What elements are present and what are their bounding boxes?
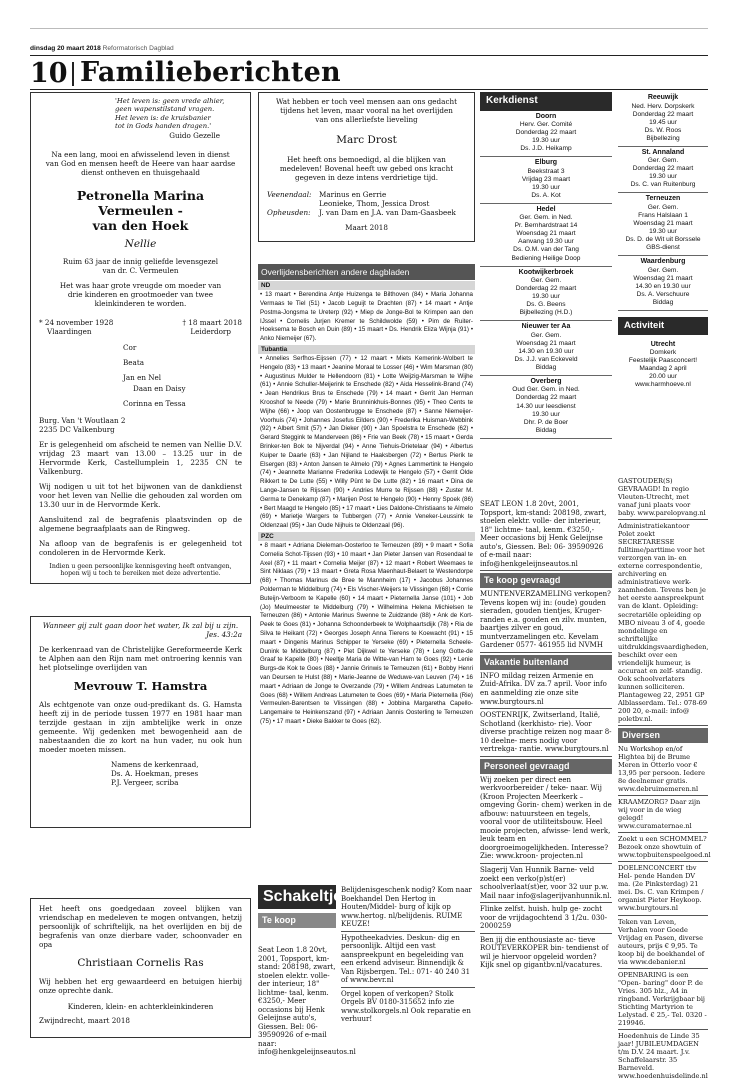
church-service-line: Woensdag 21 maart — [516, 230, 576, 238]
church-service-line: Frans Halslaan 1 — [638, 211, 688, 219]
deceased-name: Petronella Marina Vermeulen - van den Hoek — [76, 188, 205, 234]
intro: Het heeft ons goedgedaan zoveel blijken van vriendschap en medeleven te mogen ontvangen, hetzij persoonlijk of schriftelijk, na het overlijden en bij de begrafenis van onze dierbare vader, schoonvader en opa — [39, 904, 242, 949]
church-service-line: Ger. Gem. — [647, 203, 679, 211]
church-service-line: Oud Ger. Gem. in Ned. — [512, 386, 580, 394]
church-service-item — [480, 157, 612, 204]
dates: * 24 november 1928 Vlaardingen † 18 maart 2018 Leiderdorp — [39, 317, 242, 336]
church-service-place: Terneuzen — [645, 195, 681, 203]
ad-hamstra — [30, 616, 251, 828]
classified-personeel-4: Ben jij die enthousiaste ac- tieve ROUTEVERKOPER bin- tendienst of wil je hiervoor opgeleid worden? Kijk snel op gigantbv.nl/vacatures. — [480, 935, 609, 970]
quote-author: Guido Gezelle — [169, 131, 220, 141]
church-service-line: Ds. D. de Wit uit Borssele — [625, 236, 701, 243]
schakel-column — [341, 884, 475, 1040]
classified-personeel-1: Wij zoeken per direct een werkvoorbereider / teke- naar. Wij (Kroon Projecten Meerkerk – omgeving Gorin- chem) werken in de afbouw: natuursteen en tegels, vooral voor de utiliteitsbouw. Heel mooie projecten, afwisse- lend werk, leuk team en doorgroeimogelijkheden. Interesse? Zie: www.kroon- projecten.nl — [480, 774, 612, 864]
personeel-header: Personeel gevraagd — [480, 759, 612, 774]
top-rule — [30, 28, 708, 29]
intro: De kerkenraad van de Christelijke Gereformeerde Kerk te Alphen aan den Rijn nam met ontroering kennis van het plotselinge overlijden van — [39, 645, 242, 672]
church-service-line: 19.45 uur — [649, 118, 677, 126]
title-rule — [30, 89, 708, 90]
deceased-name: Marc Drost — [336, 134, 397, 146]
classified-personeel-2: Slagerij Van Hunnik Barne- veld zoekt een verko(p)st(er) schoolverlaat(st)er, voor 32 uur p.w. Mail naar info@slagerijvanhunnik.nl. — [480, 864, 612, 903]
church-service-item — [480, 267, 612, 322]
ad-ras — [30, 898, 251, 1038]
date: dinsdag 20 maart 2018 — [30, 45, 101, 52]
church-service-line: Ger. Gem. — [647, 157, 679, 165]
joy-text: Het was haar grote vreugde om moeder van drie kinderen en grootmoeder van twee kleinkinderen te worden. — [59, 280, 222, 308]
kerkdienst-title: Kerkdienst — [480, 92, 612, 111]
death-notices-other-papers — [258, 264, 475, 880]
church-service-line: Donderdag 22 maart — [515, 285, 577, 293]
church-service-line: Ger. Gem. — [530, 331, 562, 339]
church-service-line: GBS-dienst — [646, 244, 680, 252]
church-service-line: Ger. Gem. in Ned. — [519, 214, 573, 222]
church-service-place: Reeuwijk — [647, 94, 679, 101]
classifieds-right — [618, 475, 711, 1081]
footnote: Indien u geen persoonlijke kennisgeving heeft ontvangen, hopen wij u toch te bereiken met deze advertentie. — [49, 562, 232, 578]
ad-vermeulen — [30, 92, 251, 584]
classified-hypotheek: Hypotheekadvies. Deskun- dig en persoonlijk. Altijd een vast aanspreekpunt en begeleiding van een erkend adviseur. Binnendijk & Van Rijsbergen. Tel.: 071- 40 240 31 of www.bevr.nl — [341, 932, 475, 988]
vakantie-header: Vakantie buitenland — [480, 655, 612, 670]
quote: Wanneer gij zult gaan door het water, Ik zal bij u zijn. — [42, 621, 239, 630]
classified-diversen-4: DOELENCONCERT tbv Hel- pende Handen DV ma. (2e Pinksterdag) 21 mei. Ds. C. van Krimpen / organist Pieter Heykoop. www.burgtours.nl — [618, 862, 708, 915]
church-service-item — [618, 193, 708, 256]
classified-gastouder: GASTOUDER(S) GEVRAAGD! In regio Vleuten-Utrecht, met vanaf juni plaats voor baby. www.parelopvang.nl — [618, 475, 708, 520]
church-service-line: Vrijdag 23 maart — [521, 175, 571, 183]
body: Wij hebben het erg gewaardeerd en betuigen hierbij onze oprechte dank. — [39, 976, 242, 995]
activiteit-title: Activiteit — [618, 317, 708, 335]
place-date: Zwijndrecht, maart 2018 — [39, 1015, 130, 1025]
region-text: • 13 maart • Berendina Antje Huizenga te Bilthoven (84) • Maria Johanna Vermaas te Tiel (51) • Jacob Leguijt te Drachten (87) • 14 maart • Antje Postma-Jongsma te Ureterp (92) • Miep de Jonge-Bol te Krimpen aan den IJssel • Cornelis Jurjen Kremer te Schildwolde (59) • Pim de Ruiter-Hoeksema te Bosch en Duin (89) • 15 maart • Ds. Hendrik Eliza Wijnja (91) • Anko Niemeijer (67). — [260, 291, 473, 343]
quote: 'Het leven is: geen vrede alhier, geen wapenstilstand vragen. Het leven is: de kruisbanier tot in Gods handen dragen.' — [115, 97, 225, 130]
body: Als echtgenote van onze oud-predikant ds. G. Hamsta heeft zij in de periode tussen 1977 en 1981 haar man terzijde gestaan in zijn ambtelijke werk in onze gemeente. Wij gedenken met bewogenheid aan de nabestaanden die zo kort na hun vader, nu ook hun moeder moeten missen. — [39, 699, 242, 754]
classified-diversen-5: Teken van Leven, Verhalen voor Goede Vrijdag en Pasen, diverse auteurs, prijs € 9,95. Te koop bij de boekhandel of via www.debanier.nl — [618, 916, 708, 969]
page-divider — [72, 62, 74, 86]
church-service-line: Bijbellezing — [646, 134, 680, 142]
quote-ref: Jes. 43:2a — [206, 630, 242, 639]
page-number: 10 — [30, 58, 68, 89]
body-2: Wij nodigen u uit tot het bijwonen van de dankdienst voor het leven van Nellie die gehouden zal worden om 13.30 uur in de Hervormde Kerk. — [39, 481, 242, 509]
nickname: Nellie — [124, 238, 157, 251]
region-text: • 8 maart • Adriana Dieleman-Oosterloo te Terneuzen (89) • 9 maart • Sofia Cornelia Schot-Tijssen (93) • 10 maart • Jan Pieter Jansen van Rosendaal te Axel (87) • 11 maart • Cornelia Meijer (87) • 12 maart • Robert Weemaes te Sint Niklaas (79) • 13 maart • Greta Rosa Maenhaut-Belaert te Westendorpe (68) • Thomas Marinus de Bree te Mannheim (17) • Jacobus Johannes Polderman te Middelburg (74) • Els Vischer-Weijers te Vlissingen (68) • Corrie Buteijn-Verboom te Kapelle (60) • 14 maart • Pieternella Janse (101) • Job (Jo) Meulmeester te Middelburg (79) • Wilhelmina Helena Michielsen te Terneuzen (86) • Antonie Marinus Swenne te Zuidzande (88) • Ank de Kort-Peek te Goes (81) • Johanna Schoonderbeek te Wolphaartsdijk (78) • Ria de Silva te Heikant (72) • Georges Joseph Anna Tierens te Koewacht (91) • 15 maart • Dingenis Marinus Schipper te Yerseke (69) • Pieternella Scheele-Dunink te Middelburg (87) • Piet Dijkwel te Yerseke (78) • Leny Gotte-de Graaf te Kapelle (80) • Neeltje Maria de Witte-van Harn te Goes (92) • Lenie Burgs-de Kok te Goes (88) • Jannie Grinwis te Terneuzen (61) • Bobby Henri van Deursen te Hulst (88) • Marie-Jeanne de Weduwe-van Leuven (74) • 16 maart • Adriaan de Jonge te Overzande (79) • Willem Andreas Latumeten te Goes (68) • Willem Andreas Latumeten te Goes (69) • Maria Pieternella (Rie) Vermeulen-Barentsen te Vlissingen (88) • Jobbina Margaretha Capello-Langemaire te Heinkenszand (97) • Adriaan Jannis Oosterling te Terneuzen (75) • 17 maart • Dieke Bakker te Goes (62). — [260, 542, 473, 725]
church-service-line: Ds. J.D. Heikamp — [520, 145, 572, 153]
death-notices-title: Overlijdensberichten andere dagbladen — [258, 264, 475, 280]
classified-administratie: Administratiekantoor Polet zoekt SECRETARESSE fulltime/parttime voor het verzorgen van in- en externe correspondentie, archivering en administratieve werk- zaamheden. Tevens ben je het eerste aanspreekpunt van de klant. Opleiding: secretariële opleiding op MBO niveau 3 of 4, goede mondelinge en schriftelijke uitdrukkingsvaardigheden, beschikt over een vriendelijk humeur, is accuraat en zelf- standig. Ook schoolverlaters kunnen solliciteren. Plantageweg 22, 2951 GP Alblasserdam. Tel.: 078-69 200 20, e-mail: info@ poletbv.nl. — [618, 520, 708, 726]
church-service-item — [618, 92, 708, 147]
classified-diversen-6: OPENBARING is een "Open- baring" door P. de Vries. 305 blz., A4 in ringband. Verkrijgbaar bij Stichting Martyrion te Lelystad. € 25,- Tel. 0320 - 219946. — [618, 969, 708, 1030]
intro: Wat hebben er toch veel mensen aan ons gedacht tijdens het leven, maar vooral na het overlijden van ons allerliefste lieveling — [275, 97, 457, 124]
church-service-line: 19.30 uur — [532, 183, 560, 191]
church-service-line: 19.30 uur — [649, 173, 677, 181]
church-service-item — [480, 111, 612, 158]
deceased-name: Mevrouw T. Hamstra — [73, 679, 208, 693]
body-3: Aansluitend zal de begrafenis plaatsvinden op de algemene begraafplaats aan de Ringweg. — [39, 514, 242, 533]
church-service-line: Ds. A. Kot — [531, 191, 561, 199]
region-text: • Annelies Serfhos-Eijssen (77) • 12 maart • Miets Kemerink-Wolbert te Hengelo (83) • 13 maart • Jeanine Moraal te Losser (46) • Wim Marsman (80) • Augustinus Mulder te Hellendoorn (81) • Lotte Weijzig-Marsman te Wijhe (61) • Annie Schuller-Meijerink te Enschede (82) • Aida Hesselink-Brand (74) • Jean Hendrikus Brus te Enschede (79) • 14 maart • Gerrit Jan Herman Krooshof te Neede (79) • Marie Brunninkhuis-Bonnes (95) • Theo Cents te Wijhe (66) • Joop van Oostenbrugge te Enschede (87) • Sanne Niemeijer-Voorhuis (74) • Johannes Josefus Eilders (90) • Frederika Huisman-Webbink (92) • Albert Smit (57) • Jan Dieker (90) • Jan Spoelstra te Enschede (62) • Gerard Steggink te Manderveen (86) • Frie van Beek (78) • 15 maart • Gerda Brinker-ten Bok te Nijverdal (94) • Anne Tiehuis-Drietelaar (94) • Albertus Kuiper te Daarle (63) • Jan Nijland te Haaksbergen (72) • Bertus Pierik te Elsergen (83) • Anton Jansen te Almelo (79) • Agnes Lammertink te Hengelo (74) • Jeannette Marianne Frederika Lodewijk te Hengelo (57) • Gerrit Olde Rikkert te De Lutte (55) • Willy Pünt te De Lutte (82) • 16 maart • Dina de Lange-Jansen te Rijssen (90) • Andries Murre te Rijssen (88) • Zuster M. Germa te Denekamp (87) • Marijen Post te Hengelo (90) • Henny Spoek (86) • Bert Maagd te Hengelo (85) • 17 maart • Lies Daldone-Christiaans te Almelo (69) • Marietje Wargers te Tubbergen (77) • Annie Veneker-Leussink te Oldenzaal (95) • Jan Oude Nijhuis te Oldenzaal (96). — [260, 355, 473, 530]
church-service-line: Ned. Herv. Dorpskerk — [631, 102, 695, 110]
church-service-line: Donderdag 22 maart — [515, 394, 577, 402]
address: Burg. Van 't Woutlaan 2 2235 DC Valkenburg — [39, 415, 126, 434]
date: Maart 2018 — [345, 222, 388, 232]
body-4: Na afloop van de begrafenis is er gelegenheid tot condoleren in de Hervormde Kerk. — [39, 538, 242, 557]
ad-drost — [258, 92, 475, 242]
church-service-item — [618, 256, 708, 311]
te-koop-gevraagd-header: Te koop gevraagd — [480, 573, 612, 588]
classified-diversen-2: KRAAMZORG? Daar zijn wij voor in de wieg gelegd! www.curamaternae.nl — [618, 796, 708, 833]
schakeltjes-title: Schakeltjes — [258, 885, 336, 909]
church-service-line: 19.30 uur — [649, 227, 677, 235]
church-service-line: Dhr. P. de Boer — [523, 418, 569, 426]
church-service-line: Ds. O.M. van der Tang — [513, 246, 579, 254]
church-service-line: Bijbellezing (H.D.) — [519, 309, 573, 317]
church-service-item — [618, 147, 708, 194]
church-service-line: Bediening Heilige Doop — [511, 254, 581, 262]
church-service-place: Waardenburg — [640, 258, 686, 266]
church-service-item — [480, 376, 612, 439]
church-service-line: 14.30 en 19.30 uur — [518, 347, 574, 355]
family-1: Veenendaal: Marinus en Gerrie Leonieke, Thom, Jessica Drost — [267, 189, 430, 208]
church-service-item — [480, 321, 612, 376]
church-service-line: Biddag — [535, 426, 557, 434]
church-service-place: Elburg — [534, 159, 558, 167]
classified-personeel-3: Flinke zelfst. huish. hulp ge- zocht voor de vrijdagochtend 3 1/2u. 030-2000259 — [480, 903, 612, 934]
classified-seat-1: Seat Leon 1.8 20vt, 2001, Topsport, km-stand: 208198, zwart, stoelen elektr. volle- der interieur, 18" lichtme- taal, kenm. €3250,- Meer occasions bij Henk Geleijnse auto's, Giessen. Bel: 06- 39590926 of e-mail naar: info@henkgeleijnseautos.nl — [258, 946, 356, 1057]
classified-belijdenis: Belijdenisgeschenk nodig? Kom naar Boekhandel Den Hertog in Houten/Middel- burg of kijk op www.hertog. nl/belijdenis. RUIME KEUZE! — [341, 884, 475, 932]
classified-munten: MUNTENVERZAMELING verkopen? Tevens kopen wij in: (oude) gouden sieraden, gouden tientjes, Kruger- randen e.a. gouden en zilv. munten, baartjes zilver en goud, muntverzamelingen etc. Kevelam Gardener 0577- 461955 lid NVMH — [480, 588, 612, 653]
church-service-item — [480, 204, 612, 267]
church-service-line: Ger. Gem. — [647, 266, 679, 274]
activiteit-item: Utrecht Domkerk Feestelijk Paasconcert! Maandag 2 april 20.00 uur www.harmhoeve.nl — [628, 340, 698, 389]
family-2: Opheusden: J. van Dam en J.A. van Dam-Gaasbeek — [267, 207, 456, 217]
church-service-place: St. Annaland — [641, 148, 685, 156]
classified-diversen-3: Zoekt u een SCHOMMEL? Bezoek onze showtuin of www.topbuitenspeelgoed.nl — [618, 833, 708, 862]
church-service-line: Ds. G. Beens — [526, 301, 566, 309]
spouse: Ruim 63 jaar de innig geliefde levensgezel van dr. C. Vermeulen — [62, 256, 219, 275]
church-service-place: Doorn — [535, 112, 557, 120]
church-service-line: 14.30 uur leesdienst — [516, 402, 576, 410]
church-service-line: Donderdag 22 maart — [632, 110, 694, 118]
church-service-line: Donderdag 22 maart — [515, 129, 577, 137]
church-service-line: Ger. Gem. — [530, 277, 562, 285]
kerkdienst-right — [618, 92, 708, 389]
church-service-line: Aanvang 19.30 uur — [518, 238, 574, 246]
classified-orgel: Orgel kopen of verkopen? Stolk Orgels BV 0180-315652 info zie www.stolkorgels.nl Ook reparatie en verhuur! — [341, 989, 471, 1024]
te-koop-header: Te koop — [258, 913, 336, 928]
church-service-line: Woensdag 21 maart — [633, 219, 693, 227]
church-service-line: 19.30 uur — [532, 137, 560, 145]
church-service-line: Biddag — [652, 298, 674, 306]
classified-vakantie-2: OOSTENRIJK, Zwitserland, Italië, Schotland (kerkhisto- rie). Voor diverse prachtige reizen nog maar 8-10 deelne- mers nodig voor vertrekga- rantie. www.burgtours.nl — [480, 709, 612, 757]
church-service-line: 19.30 uur — [532, 410, 560, 418]
schakeltjes-header — [258, 885, 352, 928]
church-service-line: 19.30 uur — [532, 293, 560, 301]
church-service-line: Woensdag 21 maart — [516, 339, 576, 347]
church-service-place: Nieuwer ter Aa — [521, 323, 571, 331]
church-service-line: Donderdag 22 maart — [632, 165, 694, 173]
region-label: PZC — [258, 532, 475, 541]
church-service-line: 14.30 en 19.30 uur — [635, 282, 691, 290]
classified-seat: SEAT LEON 1.8 20vt, 2001, Topsport, km-stand: 208198, zwart, stoelen elektr. volle- der interieur, 18" lichtme- taal, kenm. €3250,- Meer occasions bij Henk Geleijnse auto's, Giessen. Bel: 06- 39590926 of e-mail naar: info@henkgeleijnseautos.nl — [480, 498, 612, 571]
church-service-line: Biddag — [535, 363, 557, 371]
header-rule — [30, 55, 708, 56]
church-service-place: Kootwijkerbroek — [518, 268, 574, 276]
region-label: Tubantia — [258, 345, 475, 354]
deceased-name: Christiaan Cornelis Ras — [77, 957, 204, 969]
classified-diversen-7: Hoedenhuis de Linde 35 jaar! JUBILEUMDAGEN t/m D.V. 24 maart. J.v. Schaffelaarstr. 35 Barneveld. www.hoedenhuisdelinde.nl — [618, 1031, 708, 1081]
church-service-line: Ds. J.J. van Eckeveld — [514, 355, 578, 363]
family: Cor Beata Jan en Nel Daan en Daisy Corinna en Tessa — [123, 342, 186, 409]
classified-vakantie-1: INFO mildag reizen Armenie en Zuid-Afrika. DV za.7 april. Voor info en aanmelding zie onze site www.burgtours.nl — [480, 670, 612, 709]
signature: Namens de kerkenraad, Ds. A. Hoekman, preses P.J. Vergeer, scriba — [111, 759, 199, 787]
church-service-line: Pr. Bernhardstraat 14 — [514, 222, 578, 230]
church-service-place: Overberg — [530, 377, 562, 385]
paper-name: Reformatorisch Dagblad — [102, 45, 174, 52]
signature: Kinderen, klein- en achterkleinkinderen — [67, 1001, 214, 1011]
intro: Na een lang, mooi en afwisselend leven in dienst van God en mensen heeft de Heere van haar aardse dienst ontheven en thuisgehaald — [45, 150, 236, 178]
section-title: Familieberichten — [80, 57, 341, 88]
church-service-line: Ds. A. Verschuure — [636, 290, 690, 298]
diversen-header: Diversen — [618, 728, 708, 743]
body-1: Er is gelegenheid om afscheid te nemen van Nellie D.V. vrijdag 23 maart van 13.00 – 13.25 uur in de Hervormde Kerk, Castellumplein 1, 2235 CN te Valkenburg. — [39, 439, 242, 476]
classifieds-middle — [480, 498, 612, 1040]
kerkdienst-left — [480, 92, 612, 439]
church-service-line: Woensdag 21 maart — [633, 274, 693, 282]
church-service-line: Beekstraat 3 — [527, 167, 565, 175]
church-service-line: Ds. W. Roos — [644, 126, 682, 134]
classified-diversen-1: Nu Workshop en/of Hightea bij de Brume Meren in Otterlo voor € 13,95 per persoon. Iedere 8e deelnemer gratis. www.debruimemeren.nl — [618, 743, 708, 796]
church-service-line: Herv. Ger. Comité — [519, 121, 573, 129]
body: Het heeft ons bemoedigd, al die blijken van medeleven! Bovenal heeft uw gebed ons kracht gegeven in deze intens verdrietige tijd. — [279, 154, 454, 182]
church-service-line: Ds. C. van Ruitenburg — [630, 181, 696, 189]
dateline — [30, 45, 174, 53]
region-label: ND — [258, 281, 475, 290]
church-service-place: Hedel — [536, 205, 556, 213]
